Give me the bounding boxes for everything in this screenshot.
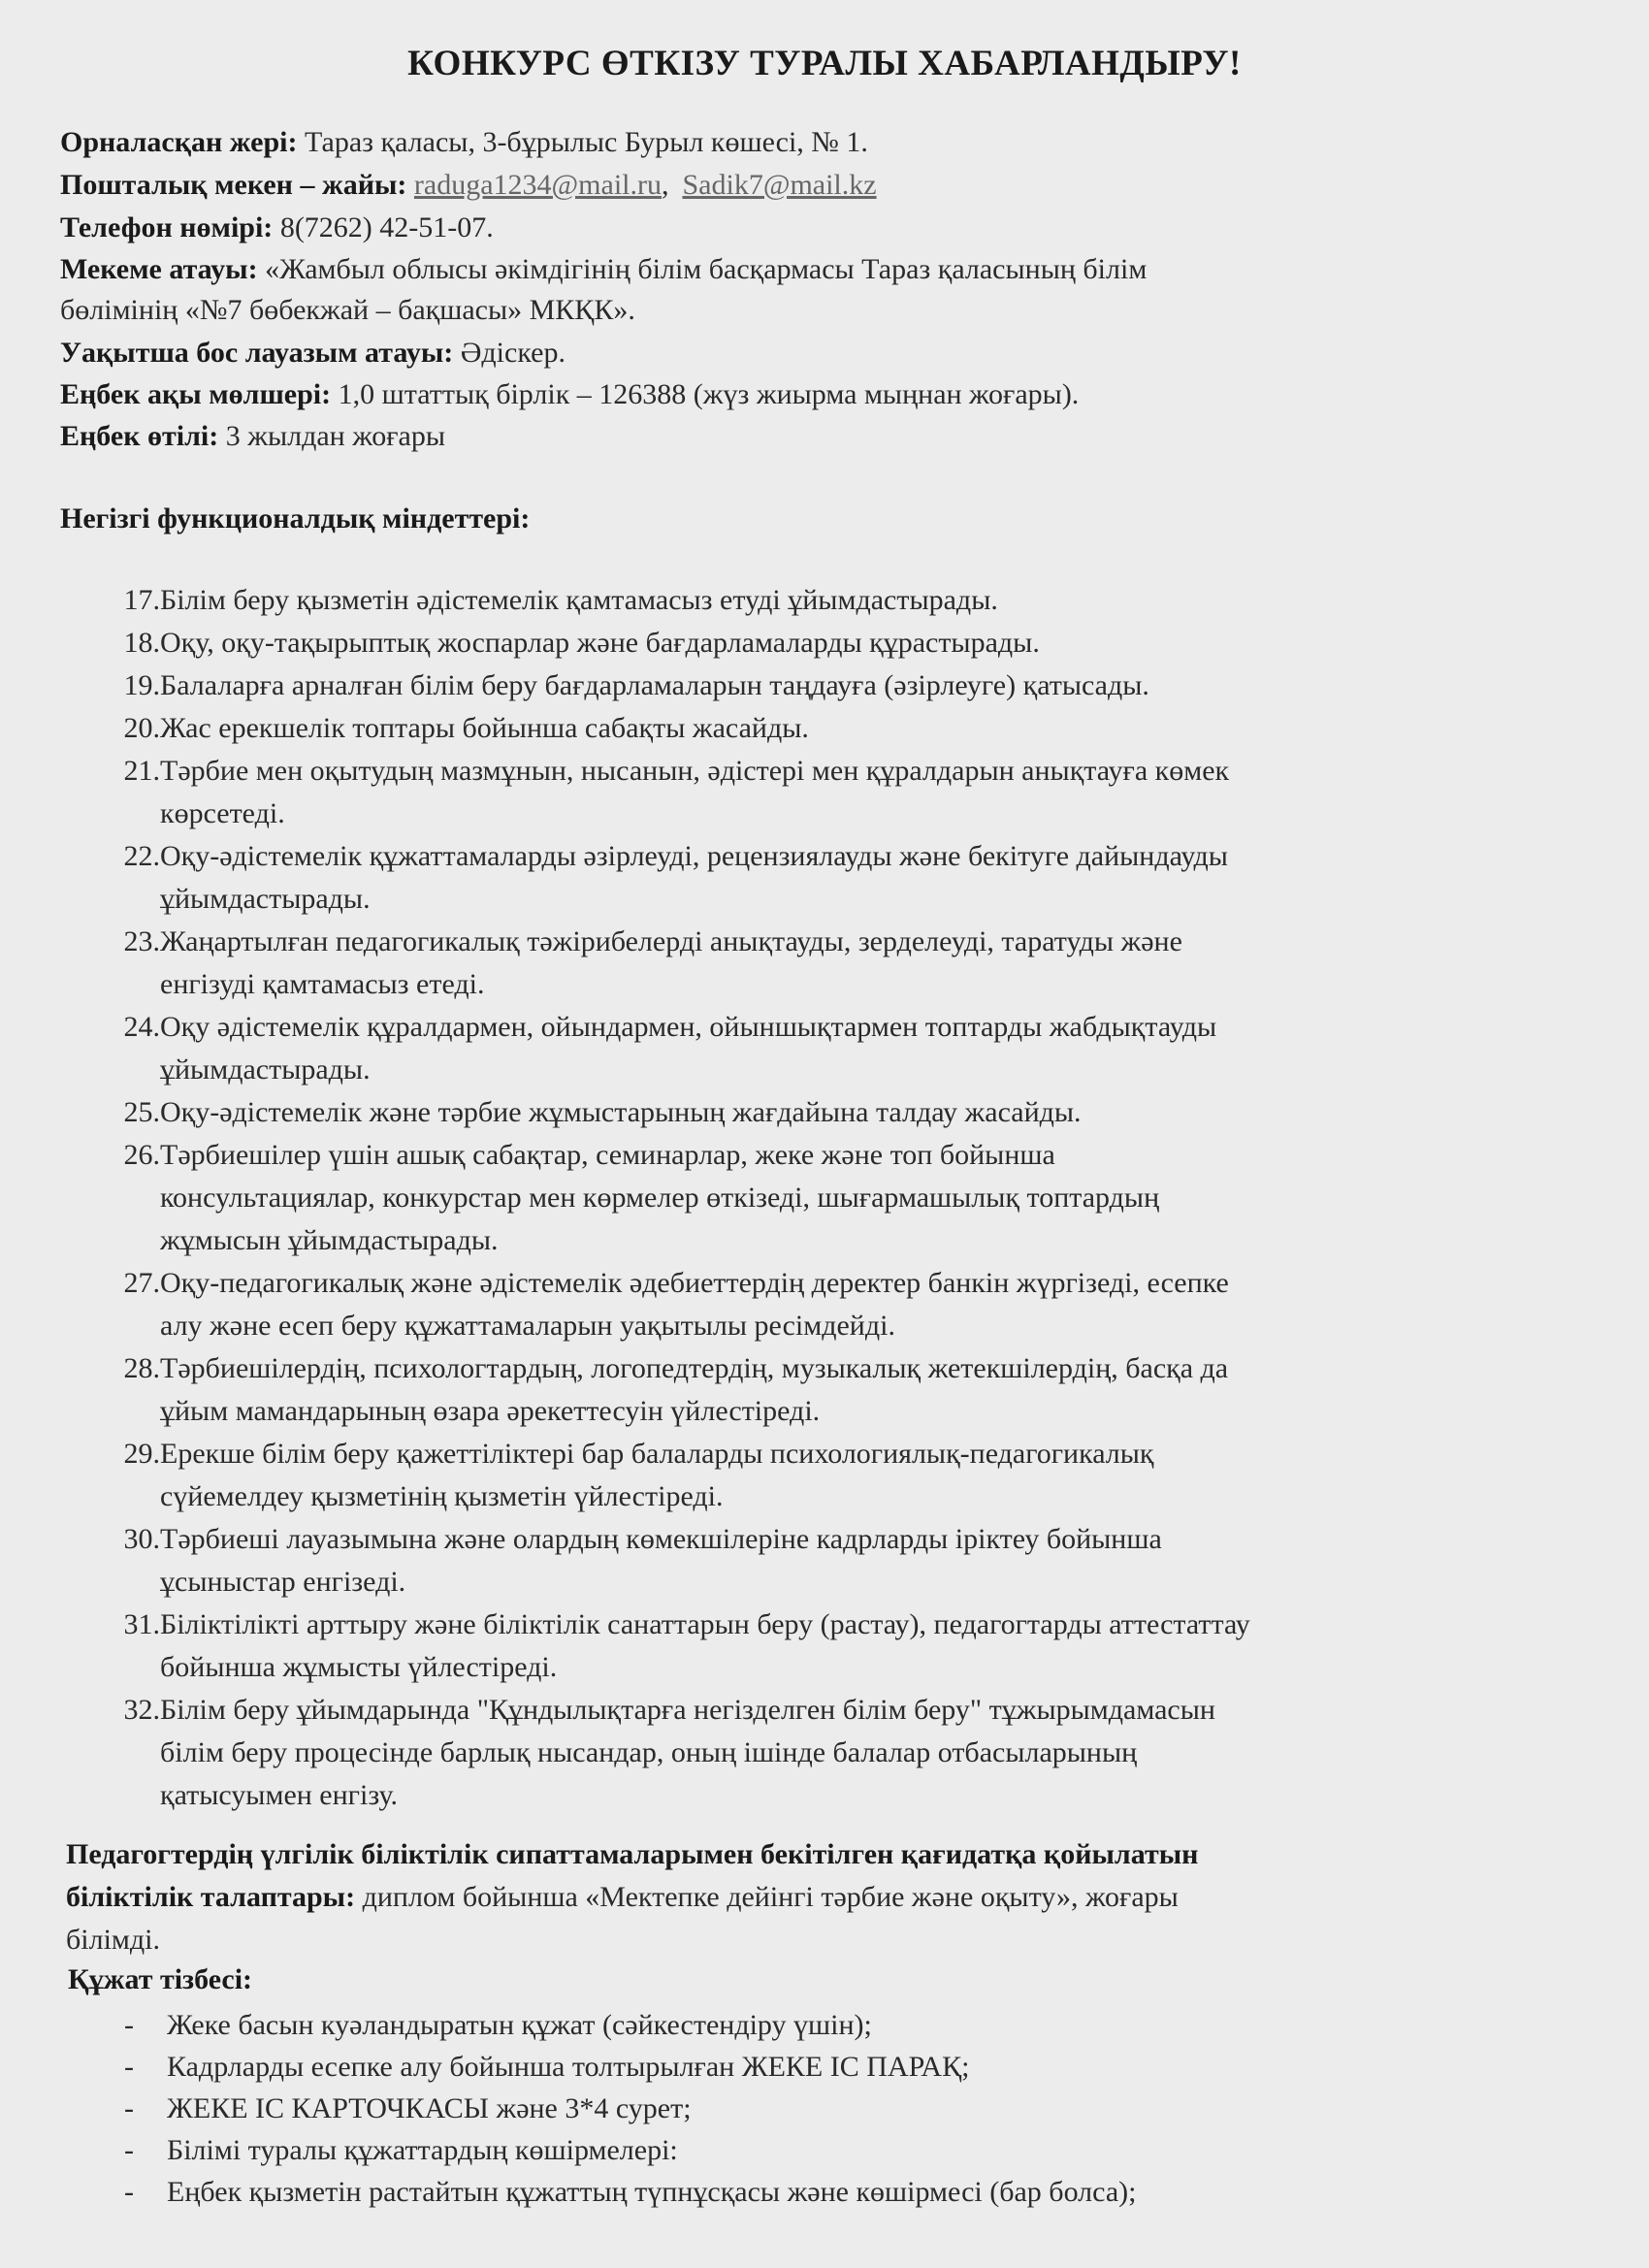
duty-number: 17. <box>123 584 160 616</box>
duty-text: Ерекше білім беру қажеттіліктері бар балаларды психологиялық-педагогикалық <box>160 1438 1154 1470</box>
location-label: Орналасқан жері: <box>60 126 298 158</box>
doc-item-text: ЖЕКЕ ІС КАРТОЧКАСЫ және 3*4 сурет; <box>167 2092 692 2124</box>
duty-number: 29. <box>123 1438 160 1470</box>
qualification-line-3 <box>66 1921 160 1960</box>
location-value: Тараз қаласы, 3-бұрылыс Бурыл көшесі, № 1. <box>304 126 868 158</box>
duty-item <box>107 1091 1552 1134</box>
duty-item <box>107 1604 1552 1689</box>
qualification-label-2: біліктілік талаптары: <box>66 1881 356 1913</box>
duty-item <box>107 835 1552 921</box>
duty-item <box>107 750 1552 835</box>
duty-text: көрсетеді. <box>160 797 285 829</box>
postal-label: Пошталық мекен – жайы: <box>60 169 407 201</box>
qualification-line-2 <box>66 1878 1179 1917</box>
duty-text: Оқу-педагогикалық және әдістемелік әдебиеттердің деректер банкін жүргізеді, есепке <box>160 1267 1229 1299</box>
phone-label: Телефон нөмірі: <box>60 211 274 243</box>
duty-item <box>107 1518 1552 1604</box>
duty-number: 19. <box>123 669 160 701</box>
duty-number: 31. <box>123 1608 160 1640</box>
duty-text: ұсыныстар енгізеді. <box>160 1566 406 1598</box>
duty-text: ұйымдастырады. <box>160 883 371 915</box>
qualification-value-2: білімді. <box>66 1924 160 1956</box>
duty-text: енгізуді қамтамасыз етеді. <box>160 968 485 1000</box>
duty-text: алу және есеп беру құжаттамаларын уақытылы ресімдейді. <box>160 1310 895 1342</box>
duty-text: Тәрбиеші лауазымына және олардың көмекшілеріне кадрларды іріктеу бойынша <box>160 1523 1162 1555</box>
duty-text: Оқу-әдістемелік құжаттамаларды әзірлеуді, рецензиялауды және бекітуге дайындауды <box>160 840 1228 872</box>
experience-label: Еңбек өтілі: <box>60 420 219 452</box>
org-label: Мекеме атауы: <box>60 253 258 285</box>
duty-text: Тәрбиешілердің, психологтардың, логопедтердің, музыкалық жетекшілердің, басқа да <box>160 1352 1229 1384</box>
org-value-2: бөлімінің «№7 бөбекжай – бақшасы» МКҚК». <box>60 294 635 326</box>
location-line <box>60 123 868 162</box>
duty-item <box>107 622 1552 664</box>
duty-text: ұйымдастырады. <box>160 1053 371 1085</box>
duty-item <box>107 921 1552 1006</box>
duty-text: Оқу әдістемелік құралдармен, ойындармен, ойыншықтармен топтарды жабдықтауды <box>160 1011 1217 1043</box>
duty-number: 18. <box>123 627 160 659</box>
email-separator: , <box>661 169 669 201</box>
duty-text: сүйемелдеу қызметінің қызметін үйлестіреді. <box>160 1480 724 1512</box>
email-link-2[interactable]: Sadik7@mail.kz <box>682 169 877 201</box>
duty-number: 27. <box>123 1267 160 1299</box>
duty-text: Білім беру қызметін әдістемелік қамтамасыз етуді ұйымдастырады. <box>160 584 998 616</box>
duty-number: 21. <box>123 755 160 787</box>
duty-number: 30. <box>123 1523 160 1555</box>
org-line <box>60 250 1147 289</box>
duty-text: Оқу, оқу-тақырыптық жоспарлар және бағдарламаларды құрастырады. <box>160 627 1040 659</box>
duty-text: білім беру процесінде барлық нысандар, оның ішінде балалар отбасыларының <box>160 1736 1138 1768</box>
duty-text: Жас ерекшелік топтары бойынша сабақты жасайды. <box>160 712 809 744</box>
duty-item <box>107 1006 1552 1091</box>
experience-value: 3 жылдан жоғары <box>225 420 445 452</box>
duty-number: 28. <box>123 1352 160 1384</box>
duty-text: қатысуымен енгізу. <box>160 1779 399 1811</box>
salary-value: 1,0 штаттық бірлік – 126388 (жүз жиырма мыңнан жоғары). <box>338 378 1080 410</box>
qualification-line-1 <box>66 1835 1198 1874</box>
duty-item <box>107 1134 1552 1262</box>
experience-line <box>60 417 445 456</box>
postal-line <box>60 166 877 205</box>
dash-bullet: - <box>124 2176 134 2208</box>
duty-text: консультациялар, конкурстар мен көрмелер өткізеді, шығармашылық топтардың <box>160 1182 1160 1214</box>
duty-text: бойынша жұмысты үйлестіреді. <box>160 1651 558 1683</box>
salary-line <box>60 375 1079 414</box>
org-value: «Жамбыл облысы әкімдігінің білім басқармасы Тараз қаласының білім <box>265 253 1148 285</box>
doc-item-text: Еңбек қызметін растайтын құжаттың түпнұсқасы және көшірмесі (бар болса); <box>167 2176 1137 2208</box>
duty-item <box>107 1689 1552 1817</box>
duty-text: Жаңартылған педагогикалық тәжірибелерді анықтауды, зерделеуді, таратуды және <box>160 925 1182 957</box>
duty-item <box>107 707 1552 750</box>
duty-item <box>107 1262 1552 1347</box>
duty-text: Білім беру ұйымдарында "Құндылықтарға негізделген білім беру" тұжырымдамасын <box>160 1694 1215 1726</box>
duty-number: 23. <box>123 925 160 957</box>
vacancy-label: Уақытша бос лауазым атауы: <box>60 337 454 369</box>
duty-text: Тәрбие мен оқытудың мазмұнын, нысанын, әдістері мен құралдарын анықтауға көмек <box>160 755 1230 787</box>
duty-number: 22. <box>123 840 160 872</box>
duty-number: 26. <box>123 1139 160 1171</box>
duty-text: Оқу-әдістемелік және тәрбие жұмыстарының жағдайына талдау жасайды. <box>160 1096 1082 1128</box>
doc-item-text: Білімі туралы құжаттардың көшірмелері: <box>167 2134 678 2166</box>
vacancy-line <box>60 334 566 373</box>
duty-text: Біліктілікті арттыру және біліктілік санаттарын беру (растау), педагогтарды аттестаттау <box>160 1608 1250 1640</box>
duty-number: 24. <box>123 1011 160 1043</box>
org-line-2 <box>60 291 635 330</box>
qualification-value: диплом бойынша «Мектепке дейінгі тәрбие және оқыту», жоғары <box>362 1881 1179 1913</box>
doc-item-text: Жеке басын куәландыратын құжат (сәйкестендіру үшін); <box>167 2009 872 2041</box>
duty-text: Тәрбиешілер үшін ашық сабақтар, семинарлар, жеке және топ бойынша <box>160 1139 1055 1171</box>
page-title: КОНКУРС ӨТКІЗУ ТУРАЛЫ ХАБАРЛАНДЫРУ! <box>407 44 1242 83</box>
email-link-1[interactable]: raduga1234@mail.ru <box>413 169 662 201</box>
salary-label: Еңбек ақы мөлшері: <box>60 378 332 410</box>
duty-text: ұйым мамандарының өзара әрекеттесуін үйлестіреді. <box>160 1395 821 1427</box>
duty-text: Балаларға арналған білім беру бағдарламаларын таңдауға (әзірлеуге) қатысады. <box>160 669 1149 701</box>
phone-value: 8(7262) 42-51-07. <box>279 211 494 243</box>
dash-bullet: - <box>124 2009 134 2041</box>
vacancy-value: Әдіскер. <box>460 337 566 369</box>
doc-item-text: Кадрларды есепке алу бойынша толтырылған ЖЕКЕ ІС ПАРАҚ; <box>167 2051 970 2083</box>
duty-item <box>107 1347 1552 1433</box>
duty-number: 25. <box>123 1096 160 1128</box>
duty-item <box>107 1433 1552 1518</box>
dash-bullet: - <box>124 2092 134 2124</box>
duties-heading: Негізгі функционалдық міндеттері: <box>60 502 531 535</box>
phone-line <box>60 209 494 247</box>
duty-text: жұмысын ұйымдастырады. <box>160 1224 499 1256</box>
duty-item <box>107 579 1552 622</box>
dash-bullet: - <box>124 2051 134 2083</box>
qualification-label: Педагогтердің үлгілік біліктілік сипаттамаларымен бекітілген қағидатқа қойылатын <box>66 1838 1199 1870</box>
duty-number: 20. <box>123 712 160 744</box>
duty-number: 32. <box>123 1694 160 1726</box>
dash-bullet: - <box>124 2134 134 2166</box>
duty-item <box>107 664 1552 707</box>
docs-heading: Құжат тізбесі: <box>68 1963 253 1995</box>
